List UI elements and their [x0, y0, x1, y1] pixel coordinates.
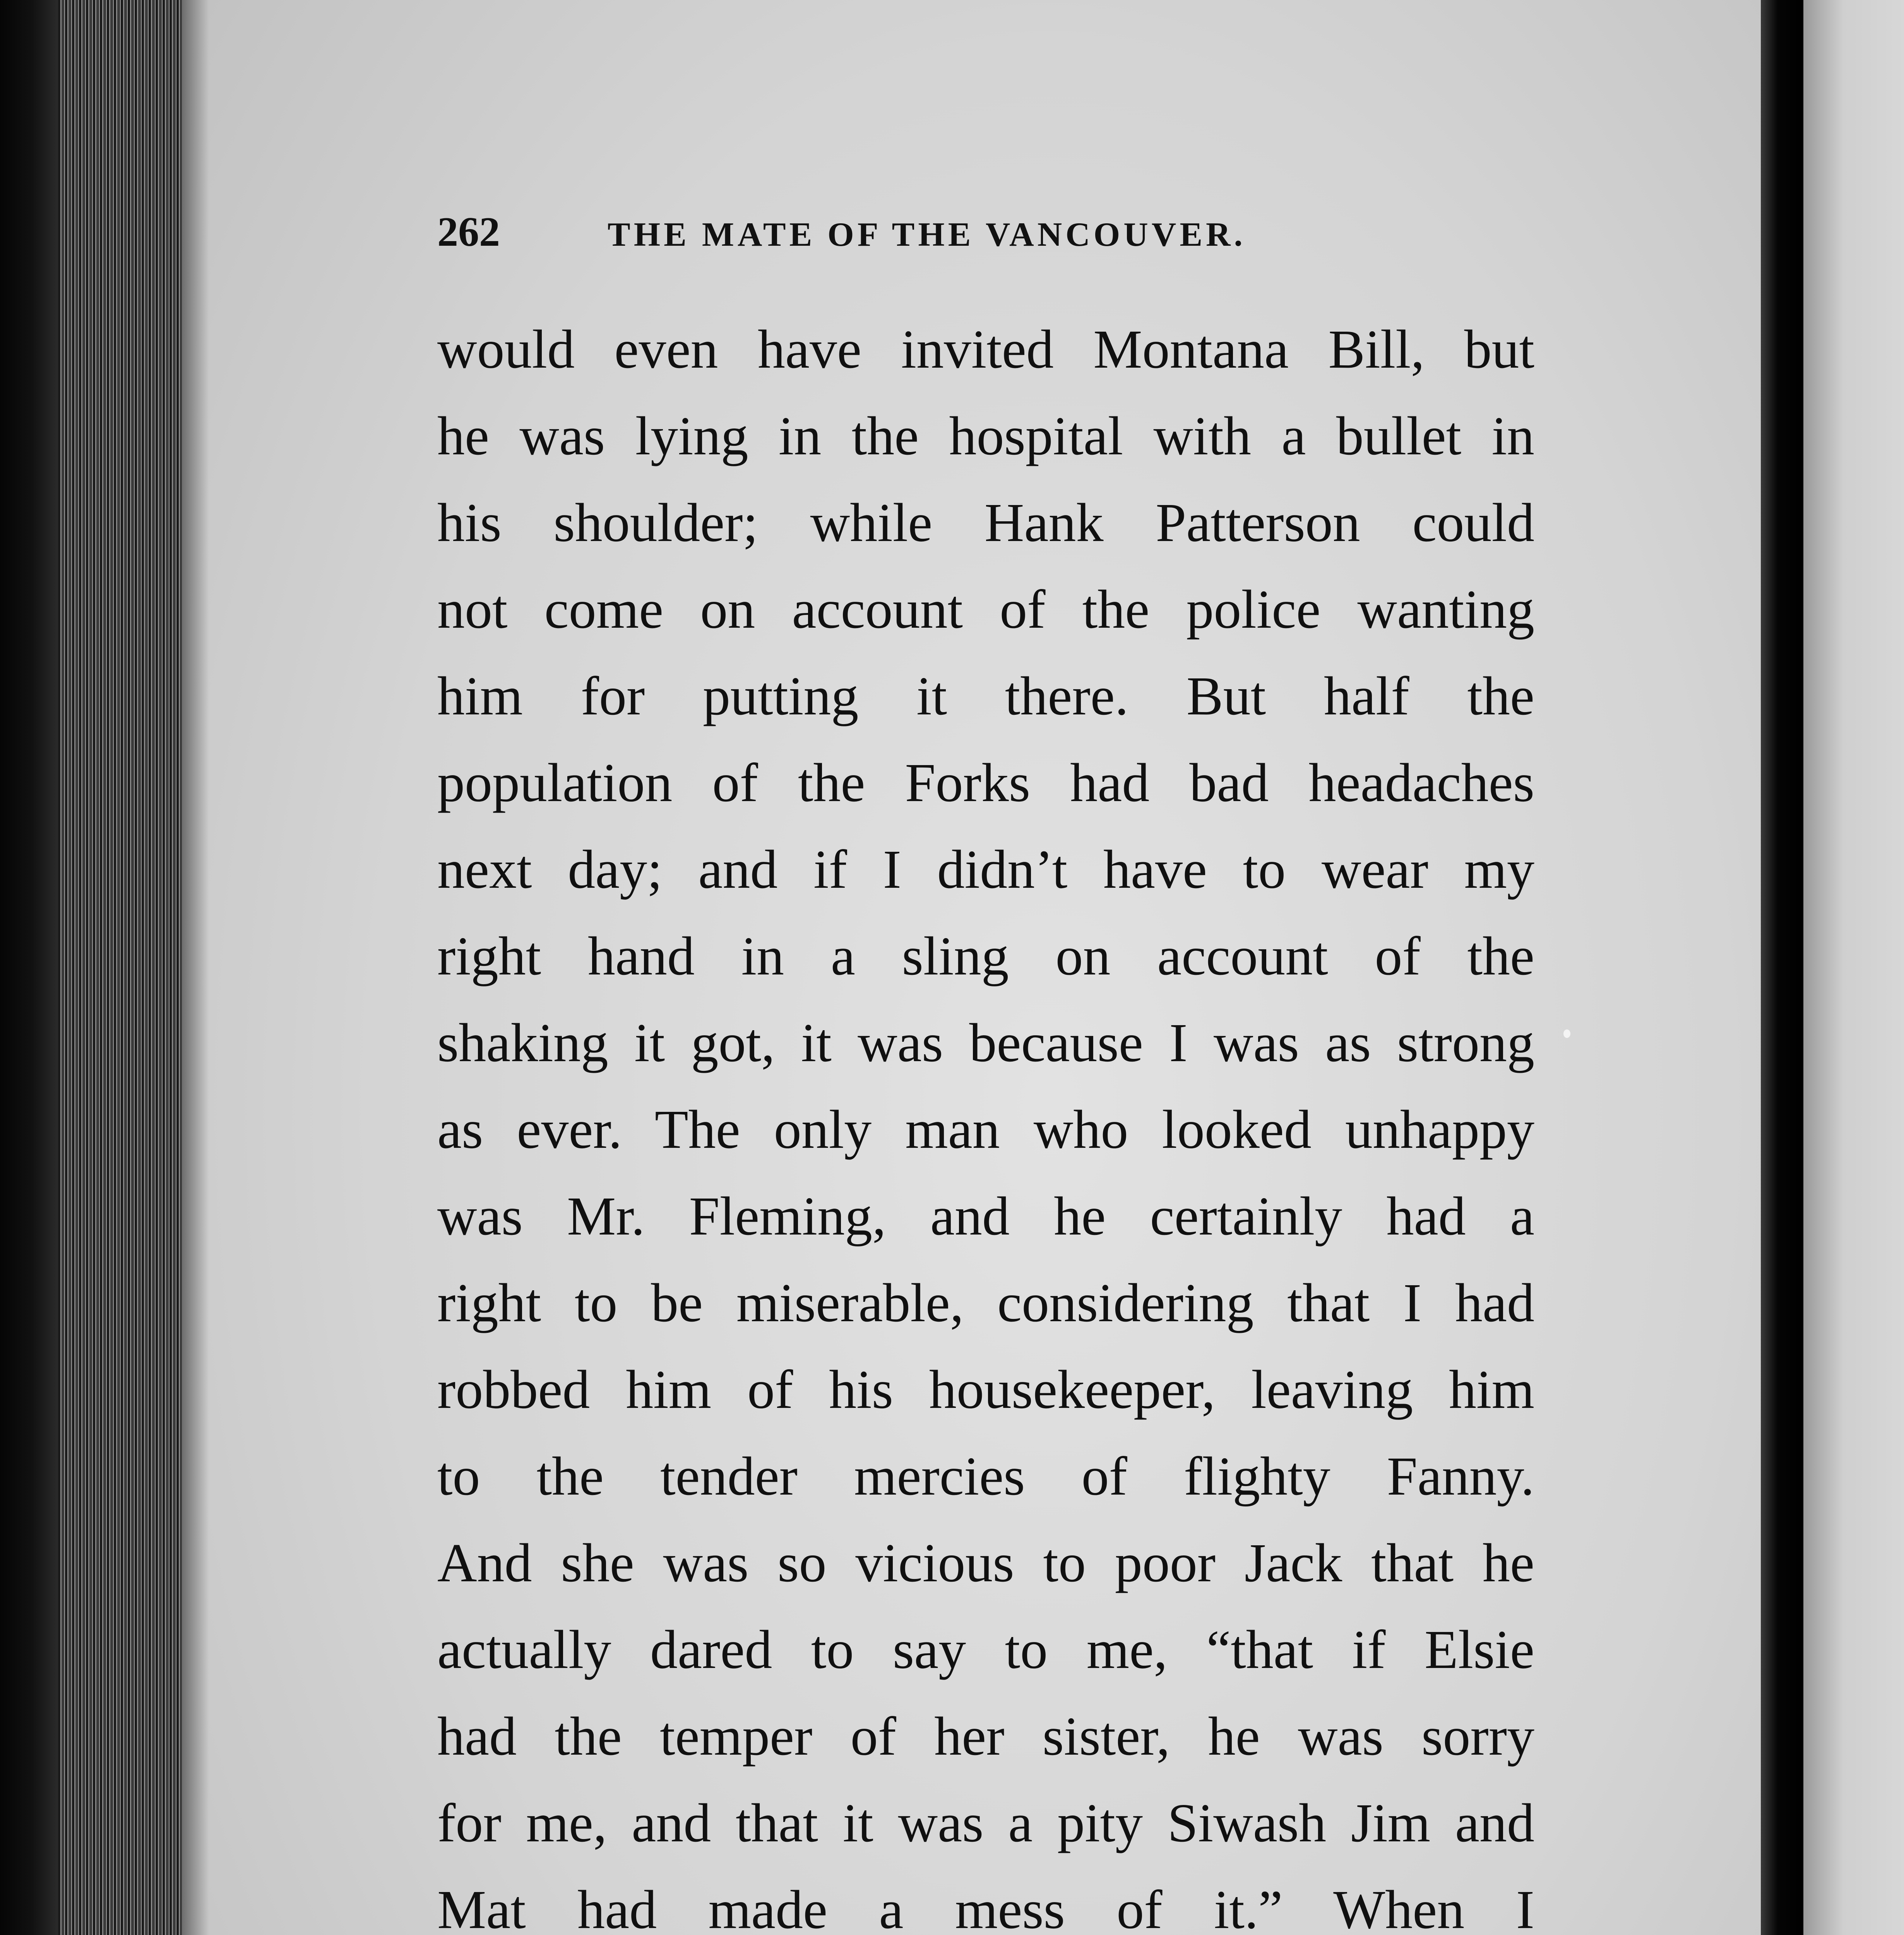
text-line: next day; and if I didn’t have to wear my: [437, 839, 1534, 900]
text-line: population of the Forks had bad headaches: [437, 752, 1534, 813]
text-line: for me, and that it was a pity Siwash Jim and: [437, 1792, 1534, 1853]
text-line: he was lying in the hospital with a bullet in: [437, 405, 1534, 466]
text-line: as ever. The only man who looked unhappy: [437, 1099, 1534, 1160]
text-line: And she was so vicious to poor Jack that he: [437, 1532, 1534, 1593]
scanner-frame-left: [0, 0, 58, 1935]
text-line: right hand in a sling on account of the: [437, 925, 1534, 986]
text-line: him for putting it there. But half the: [437, 665, 1534, 726]
text-line: robbed him of his housekeeper, leaving him: [437, 1359, 1534, 1420]
book-page-edges: [58, 0, 182, 1935]
page-number: 262: [437, 209, 500, 255]
scan-speck: [1563, 1029, 1570, 1038]
body-text: [437, 306, 1534, 1935]
running-head: [437, 205, 1366, 259]
text-line: his shoulder; while Hank Patterson could: [437, 492, 1534, 553]
running-head-title: THE MATE OF THE VANCOUVER.: [608, 216, 1246, 253]
text-line: actually dared to say to me, “that if Elsie: [437, 1619, 1534, 1680]
text-line: would even have invited Montana Bill, but: [437, 319, 1534, 380]
text-line: shaking it got, it was because I was as strong: [437, 1012, 1534, 1073]
text-line: to the tender mercies of flighty Fanny.: [437, 1445, 1534, 1507]
text-line: had the temper of her sister, he was sorry: [437, 1706, 1534, 1767]
text-line: Mat had made a mess of it.” When I: [437, 1879, 1534, 1935]
book-gutter: [1761, 0, 1803, 1935]
text-line: not come on account of the police wanting: [437, 579, 1534, 640]
facing-page-edge: [1803, 0, 1904, 1935]
text-line: right to be miserable, considering that I had: [437, 1272, 1534, 1333]
text-line: was Mr. Fleming, and he certainly had a: [437, 1185, 1534, 1247]
